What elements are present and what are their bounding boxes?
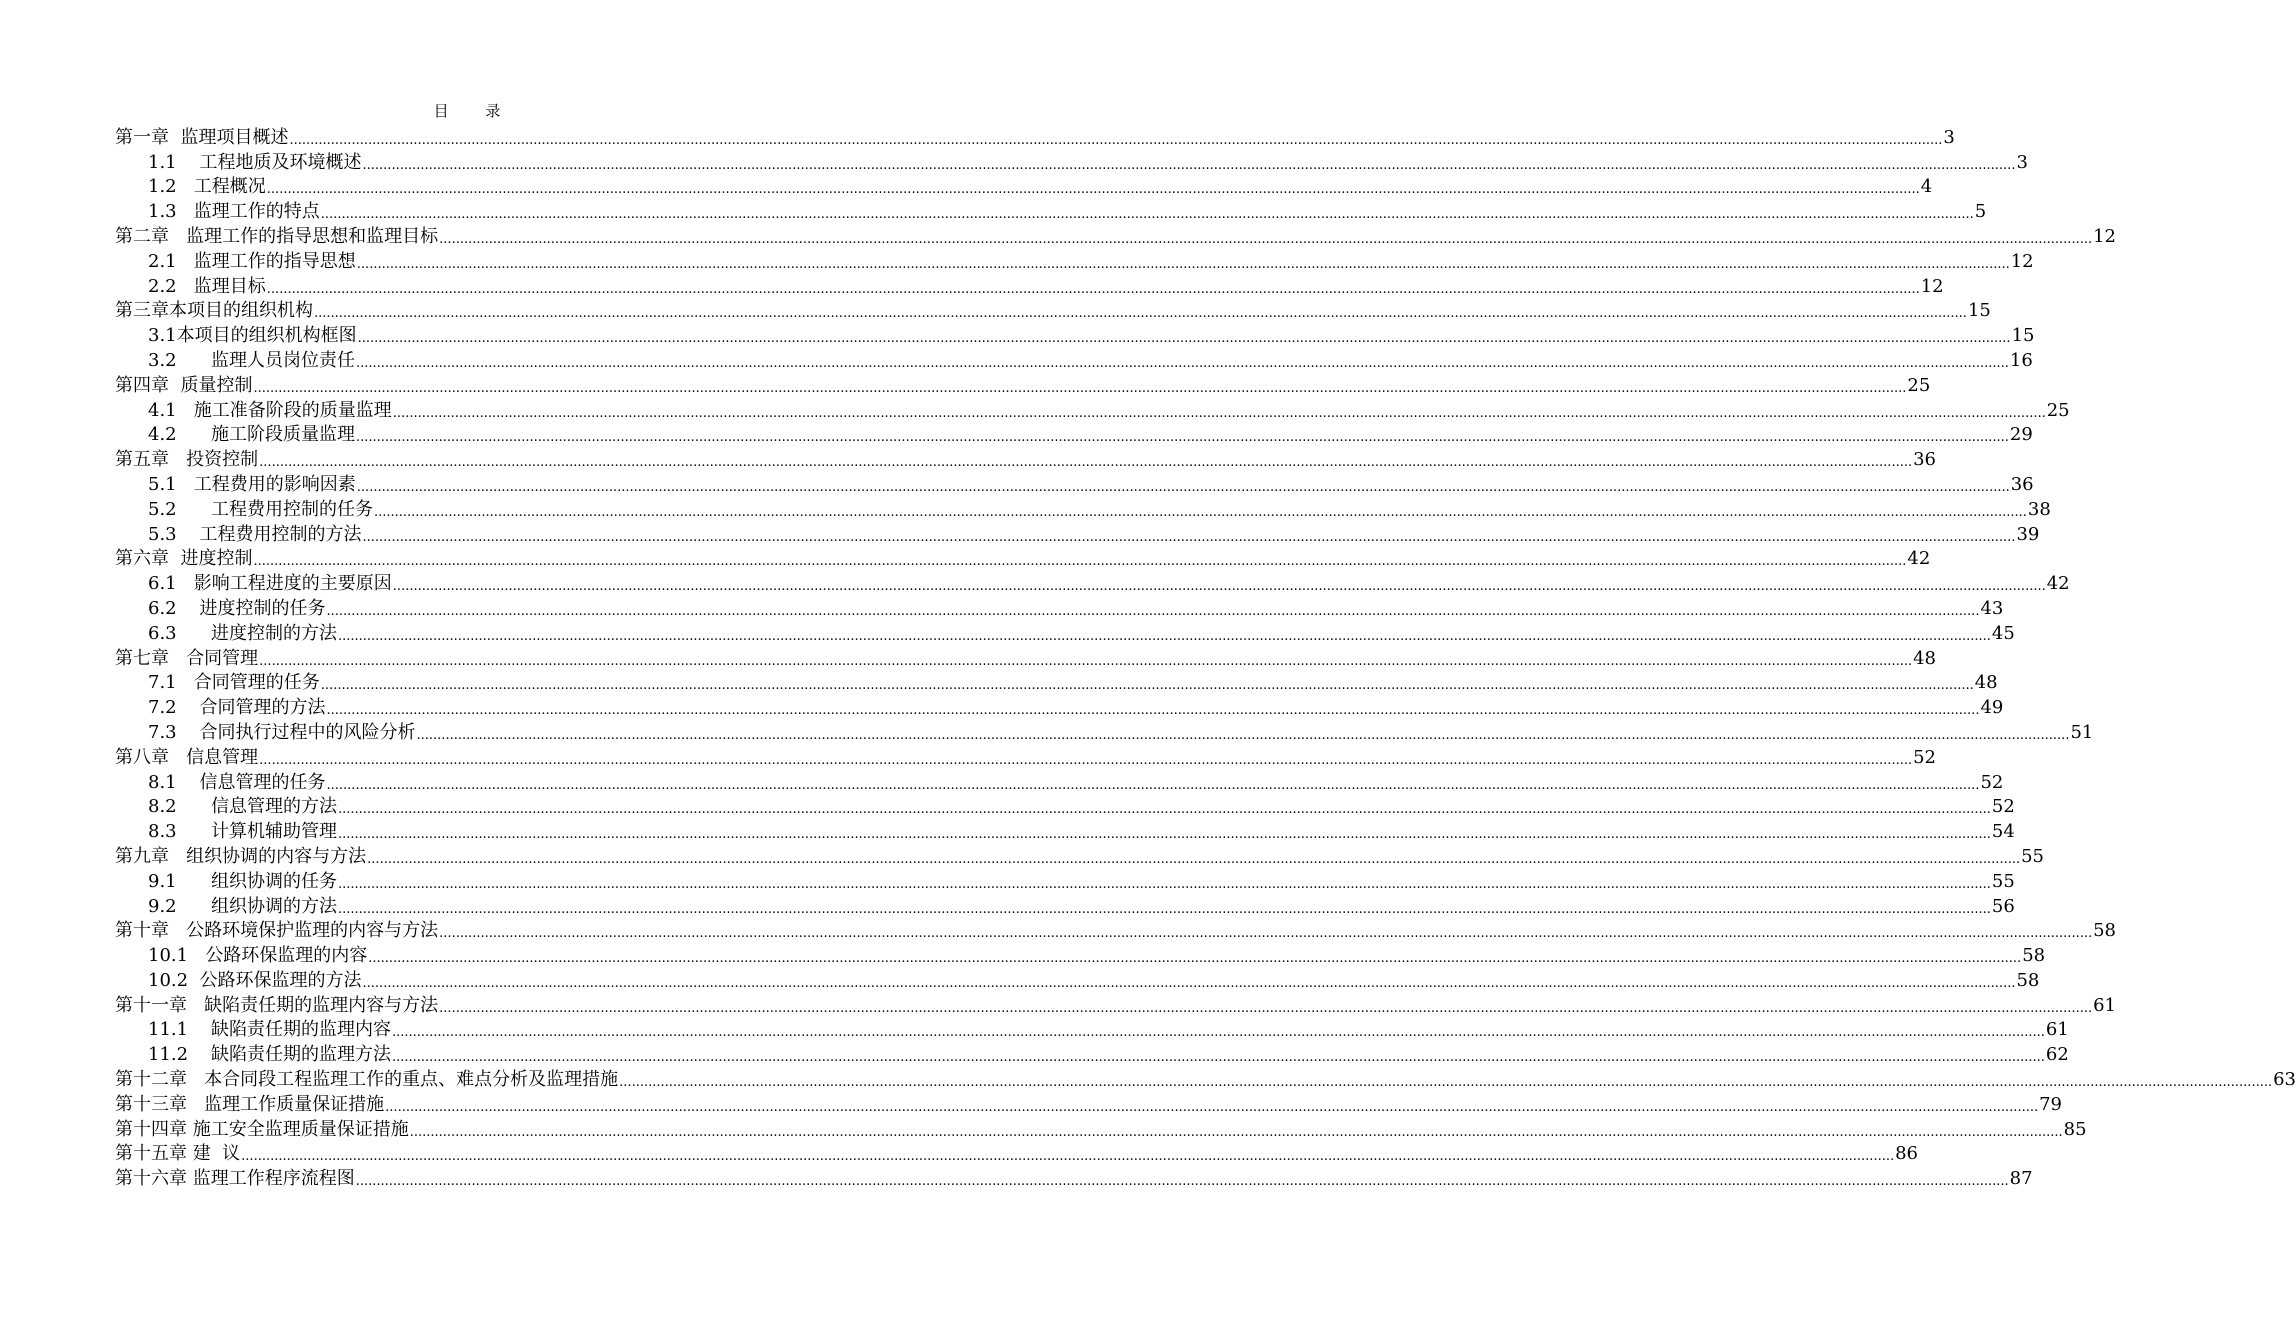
- toc-dot-leader: ................................................................................................................................................................................................................................................................................................................................................................................................................: [439, 1000, 2093, 1016]
- toc-entry[interactable]: [115, 223, 2117, 248]
- toc-dot-leader: ................................................................................................................................................................................................................................................................................................................................................................................................................: [326, 703, 1980, 719]
- toc-entry[interactable]: [115, 347, 2033, 372]
- toc-entry[interactable]: [115, 744, 1937, 769]
- toc-dot-leader: ................................................................................................................................................................................................................................................................................................................................................................................................................: [439, 926, 2093, 942]
- toc-dot-leader: ................................................................................................................................................................................................................................................................................................................................................................................................................: [385, 1099, 2039, 1115]
- toc-dot-leader: ................................................................................................................................................................................................................................................................................................................................................................................................................: [326, 777, 1980, 793]
- toc-dot-leader: ................................................................................................................................................................................................................................................................................................................................................................................................................: [337, 876, 1991, 892]
- toc-entry-page: 55: [2021, 845, 2045, 867]
- toc-entry[interactable]: [115, 818, 2015, 843]
- toc-entry-page: 38: [2027, 498, 2051, 520]
- toc-dot-leader: ................................................................................................................................................................................................................................................................................................................................................................................................................: [357, 331, 2011, 347]
- toc-entry[interactable]: [115, 322, 2035, 347]
- toc-entry[interactable]: [115, 794, 2015, 819]
- toc-dot-leader: ................................................................................................................................................................................................................................................................................................................................................................................................................: [266, 182, 1920, 198]
- toc-entry-label: 1.3 监理工作的特点: [148, 201, 320, 223]
- toc-entry-page: 42: [1907, 548, 1931, 570]
- toc-dot-leader: ................................................................................................................................................................................................................................................................................................................................................................................................................: [337, 628, 1991, 644]
- toc-entry-page: 87: [2009, 1168, 2033, 1190]
- toc-entry-page: 58: [2022, 945, 2046, 967]
- toc-entry[interactable]: [115, 496, 2051, 521]
- toc-entry-label: 9.1 组织协调的任务: [148, 870, 337, 892]
- toc-entry-page: 63: [2273, 1069, 2296, 1091]
- toc-entry-label: 第五章 投资控制: [115, 449, 259, 471]
- toc-entry-label: 1.2 工程概况: [148, 176, 266, 198]
- toc-entry[interactable]: [115, 1116, 2087, 1141]
- toc-entry-page: 25: [1907, 374, 1931, 396]
- toc-entry-label: 5.3 工程费用控制的方法: [148, 523, 362, 545]
- toc-entry-label: 10.1 公路环保监理的内容: [148, 945, 368, 967]
- toc-dot-leader: ................................................................................................................................................................................................................................................................................................................................................................................................................: [259, 455, 1913, 471]
- toc-entry[interactable]: [115, 769, 2004, 794]
- toc-entry[interactable]: [115, 694, 2004, 719]
- toc-entry-label: 7.3 合同执行过程中的风险分析: [148, 721, 416, 743]
- toc-entry-label: 第十五章 建 议: [115, 1143, 241, 1165]
- toc-dot-leader: ................................................................................................................................................................................................................................................................................................................................................................................................................: [355, 430, 2009, 446]
- toc-entry-label: 第七章 合同管理: [115, 647, 259, 669]
- toc-dot-leader: ................................................................................................................................................................................................................................................................................................................................................................................................................: [326, 603, 1980, 619]
- toc-entry-page: 15: [1967, 300, 1991, 322]
- toc-entry-page: 54: [1991, 821, 2015, 843]
- toc-entry[interactable]: [115, 1141, 1919, 1166]
- toc-entry-label: 9.2 组织协调的方法: [148, 895, 337, 917]
- toc-dot-leader: ................................................................................................................................................................................................................................................................................................................................................................................................................: [314, 306, 1967, 322]
- toc-entry[interactable]: [115, 1017, 2069, 1042]
- toc-entry[interactable]: [115, 1066, 2296, 1091]
- toc-entry-label: 5.2 工程费用控制的任务: [148, 498, 373, 520]
- toc-entry-label: 第四章 质量控制: [115, 374, 253, 396]
- toc-dot-leader: ................................................................................................................................................................................................................................................................................................................................................................................................................: [416, 727, 2070, 743]
- toc-entry-page: 52: [1991, 796, 2015, 818]
- toc-entry[interactable]: [115, 868, 2015, 893]
- toc-entry-page: 79: [2039, 1093, 2063, 1115]
- toc-entry-page: 45: [1991, 622, 2015, 644]
- toc-dot-leader: ................................................................................................................................................................................................................................................................................................................................................................................................................: [367, 851, 2021, 867]
- toc-entry-page: 5: [1974, 201, 1987, 223]
- toc-entry-label: 6.2 进度控制的任务: [148, 597, 326, 619]
- toc-dot-leader: ................................................................................................................................................................................................................................................................................................................................................................................................................: [439, 231, 2093, 247]
- toc-entry[interactable]: [115, 273, 1944, 298]
- toc-dot-leader: ................................................................................................................................................................................................................................................................................................................................................................................................................: [362, 529, 2016, 545]
- toc-entry-label: 8.3 计算机辅助管理: [148, 821, 337, 843]
- toc-entry[interactable]: [115, 1091, 2063, 1116]
- toc-entry[interactable]: [115, 620, 2015, 645]
- toc-dot-leader: ................................................................................................................................................................................................................................................................................................................................................................................................................: [362, 157, 2016, 173]
- toc-entry[interactable]: [115, 198, 1987, 223]
- toc-entry-page: 12: [2093, 225, 2117, 247]
- toc-entry-page: 12: [1920, 275, 1944, 297]
- toc-entry-label: 4.2 施工阶段质量监理: [148, 424, 355, 446]
- toc-dot-leader: ................................................................................................................................................................................................................................................................................................................................................................................................................: [337, 827, 1991, 843]
- toc-entry-page: 39: [2016, 523, 2040, 545]
- toc-entry-label: 2.2 监理目标: [148, 275, 266, 297]
- toc-entry[interactable]: [115, 372, 1931, 397]
- toc-entry-page: 52: [1980, 771, 2004, 793]
- toc-entry-label: 6.1 影响工程进度的主要原因: [148, 573, 392, 595]
- toc-dot-leader: ................................................................................................................................................................................................................................................................................................................................................................................................................: [337, 901, 1991, 917]
- toc-dot-leader: ................................................................................................................................................................................................................................................................................................................................................................................................................: [392, 405, 2046, 421]
- toc-entry[interactable]: [115, 645, 1937, 670]
- toc-entry-page: 51: [2070, 721, 2094, 743]
- toc-dot-leader: ................................................................................................................................................................................................................................................................................................................................................................................................................: [259, 752, 1913, 768]
- toc-entry[interactable]: [115, 521, 2040, 546]
- toc-entry-page: 42: [2046, 573, 2070, 595]
- toc-dot-leader: ................................................................................................................................................................................................................................................................................................................................................................................................................: [320, 678, 1974, 694]
- toc-entry[interactable]: [115, 893, 2015, 918]
- toc-entry[interactable]: [115, 124, 1955, 149]
- toc-dot-leader: ................................................................................................................................................................................................................................................................................................................................................................................................................: [259, 653, 1913, 669]
- toc-entry-page: 16: [2009, 349, 2033, 371]
- toc-entry-label: 第一章 监理项目概述: [115, 126, 289, 148]
- toc-entry-label: 7.1 合同管理的任务: [148, 672, 320, 694]
- toc-entry[interactable]: [115, 670, 1998, 695]
- toc-entry-page: 4: [1920, 176, 1933, 198]
- toc-entry[interactable]: [115, 174, 1933, 199]
- toc-entry[interactable]: [115, 397, 2070, 422]
- toc-dot-leader: ................................................................................................................................................................................................................................................................................................................................................................................................................: [355, 1174, 2009, 1190]
- toc-dot-leader: ................................................................................................................................................................................................................................................................................................................................................................................................................: [266, 281, 1920, 297]
- toc-entry-page: 3: [1943, 126, 1955, 148]
- toc-entry[interactable]: [115, 471, 2034, 496]
- toc-entry[interactable]: [115, 570, 2070, 595]
- toc-entry-page: 61: [2093, 994, 2117, 1016]
- toc-dot-leader: ................................................................................................................................................................................................................................................................................................................................................................................................................: [392, 579, 2046, 595]
- toc-entry-page: 49: [1980, 697, 2004, 719]
- toc-entry-page: 58: [2016, 969, 2040, 991]
- toc-entry[interactable]: [115, 942, 2046, 967]
- toc-entry-page: 52: [1913, 746, 1937, 768]
- toc-dot-leader: ................................................................................................................................................................................................................................................................................................................................................................................................................: [253, 380, 1907, 396]
- toc-entry-page: 36: [2010, 473, 2034, 495]
- toc-entry-page: 12: [2010, 250, 2034, 272]
- toc-dot-leader: ................................................................................................................................................................................................................................................................................................................................................................................................................: [391, 1050, 2045, 1066]
- toc-entry-label: 5.1 工程费用的影响因素: [148, 473, 356, 495]
- toc-entry[interactable]: [115, 422, 2033, 447]
- toc-dot-leader: ................................................................................................................................................................................................................................................................................................................................................................................................................: [373, 504, 2027, 520]
- toc-dot-leader: ................................................................................................................................................................................................................................................................................................................................................................................................................: [356, 256, 2010, 272]
- toc-entry[interactable]: [115, 298, 1991, 323]
- toc-entry-label: 第九章 组织协调的内容与方法: [115, 845, 367, 867]
- toc-entry-page: 85: [2063, 1118, 2087, 1140]
- toc-entry[interactable]: [115, 248, 2034, 273]
- toc-entry-label: 3.2 监理人员岗位责任: [148, 349, 355, 371]
- toc-entry-label: 第十六章 监理工作程序流程图: [115, 1168, 355, 1190]
- toc-entry-label: 第十章 公路环境保护监理的内容与方法: [115, 920, 439, 942]
- toc-entry-page: 62: [2045, 1044, 2069, 1066]
- toc-entry-page: 86: [1895, 1143, 1919, 1165]
- toc-entry-label: 1.1 工程地质及环境概述: [148, 151, 362, 173]
- toc-dot-leader: ................................................................................................................................................................................................................................................................................................................................................................................................................: [409, 1124, 2063, 1140]
- toc-entry[interactable]: [115, 1165, 2033, 1190]
- toc-dot-leader: ................................................................................................................................................................................................................................................................................................................................................................................................................: [619, 1075, 2273, 1091]
- toc-entry[interactable]: [115, 1041, 2069, 1066]
- toc-entry-label: 第十四章 施工安全监理质量保证措施: [115, 1118, 409, 1140]
- toc-dot-leader: ................................................................................................................................................................................................................................................................................................................................................................................................................: [289, 132, 1943, 148]
- toc-entry-label: 4.1 施工准备阶段的质量监理: [148, 399, 392, 421]
- toc-entry-page: 29: [2009, 424, 2033, 446]
- toc-entry-page: 55: [1991, 870, 2015, 892]
- toc-entry[interactable]: [115, 149, 2028, 174]
- toc-entry-label: 第三章本项目的组织机构: [115, 300, 313, 322]
- toc-entry[interactable]: [115, 967, 2040, 992]
- toc-dot-leader: ................................................................................................................................................................................................................................................................................................................................................................................................................: [368, 951, 2022, 967]
- toc-entry-page: 15: [2011, 325, 2035, 347]
- toc-entry[interactable]: [115, 992, 2117, 1017]
- toc-entry-page: 25: [2046, 399, 2070, 421]
- toc-dot-leader: ................................................................................................................................................................................................................................................................................................................................................................................................................: [362, 975, 2016, 991]
- toc-dot-leader: ................................................................................................................................................................................................................................................................................................................................................................................................................: [253, 554, 1907, 570]
- toc-entry-label: 11.2 缺陷责任期的监理方法: [148, 1044, 391, 1066]
- toc-dot-leader: ................................................................................................................................................................................................................................................................................................................................................................................................................: [391, 1025, 2045, 1041]
- toc-entry[interactable]: [115, 595, 2004, 620]
- toc-entry-page: 56: [1991, 895, 2015, 917]
- toc-entry-label: 11.1 缺陷责任期的监理内容: [148, 1019, 391, 1041]
- toc-dot-leader: ................................................................................................................................................................................................................................................................................................................................................................................................................: [356, 479, 2010, 495]
- toc-entry-label: 7.2 合同管理的方法: [148, 697, 326, 719]
- toc-dot-leader: ................................................................................................................................................................................................................................................................................................................................................................................................................: [320, 207, 1974, 223]
- toc-entry[interactable]: [115, 843, 2045, 868]
- toc-entry[interactable]: [115, 546, 1931, 571]
- document-title: 目 录: [433, 102, 517, 120]
- toc-entry-label: 第八章 信息管理: [115, 746, 259, 768]
- toc-entry-label: 2.1 监理工作的指导思想: [148, 250, 356, 272]
- toc-entry-label: 第十一章 缺陷责任期的监理内容与方法: [115, 994, 439, 1016]
- toc-entry-label: 第二章 监理工作的指导思想和监理目标: [115, 225, 439, 247]
- toc-entry-page: 58: [2093, 920, 2117, 942]
- toc-entry[interactable]: [115, 719, 2094, 744]
- toc-dot-leader: ................................................................................................................................................................................................................................................................................................................................................................................................................: [241, 1149, 1895, 1165]
- toc-entry-page: 48: [1913, 647, 1937, 669]
- toc-entry-label: 第十三章 监理工作质量保证措施: [115, 1093, 385, 1115]
- toc-entry-page: 36: [1913, 449, 1937, 471]
- toc-entry-label: 6.3 进度控制的方法: [148, 622, 337, 644]
- table-of-contents: [115, 124, 2296, 1190]
- toc-entry-label: 8.1 信息管理的任务: [148, 771, 326, 793]
- toc-dot-leader: ................................................................................................................................................................................................................................................................................................................................................................................................................: [355, 355, 2009, 371]
- toc-entry[interactable]: [115, 446, 1937, 471]
- toc-entry-page: 3: [2016, 151, 2028, 173]
- toc-entry-label: 8.2 信息管理的方法: [148, 796, 337, 818]
- toc-entry-label: 第十二章 本合同段工程监理工作的重点、难点分析及监理措施: [115, 1069, 619, 1091]
- toc-entry-label: 10.2 公路环保监理的方法: [148, 969, 362, 991]
- toc-entry-page: 48: [1974, 672, 1998, 694]
- toc-entry-label: 第六章 进度控制: [115, 548, 253, 570]
- toc-dot-leader: ................................................................................................................................................................................................................................................................................................................................................................................................................: [337, 802, 1991, 818]
- toc-entry-label: 3.1本项目的组织机构框图: [148, 325, 357, 347]
- toc-entry-page: 61: [2045, 1019, 2069, 1041]
- toc-entry[interactable]: [115, 918, 2117, 943]
- toc-entry-page: 43: [1980, 597, 2004, 619]
